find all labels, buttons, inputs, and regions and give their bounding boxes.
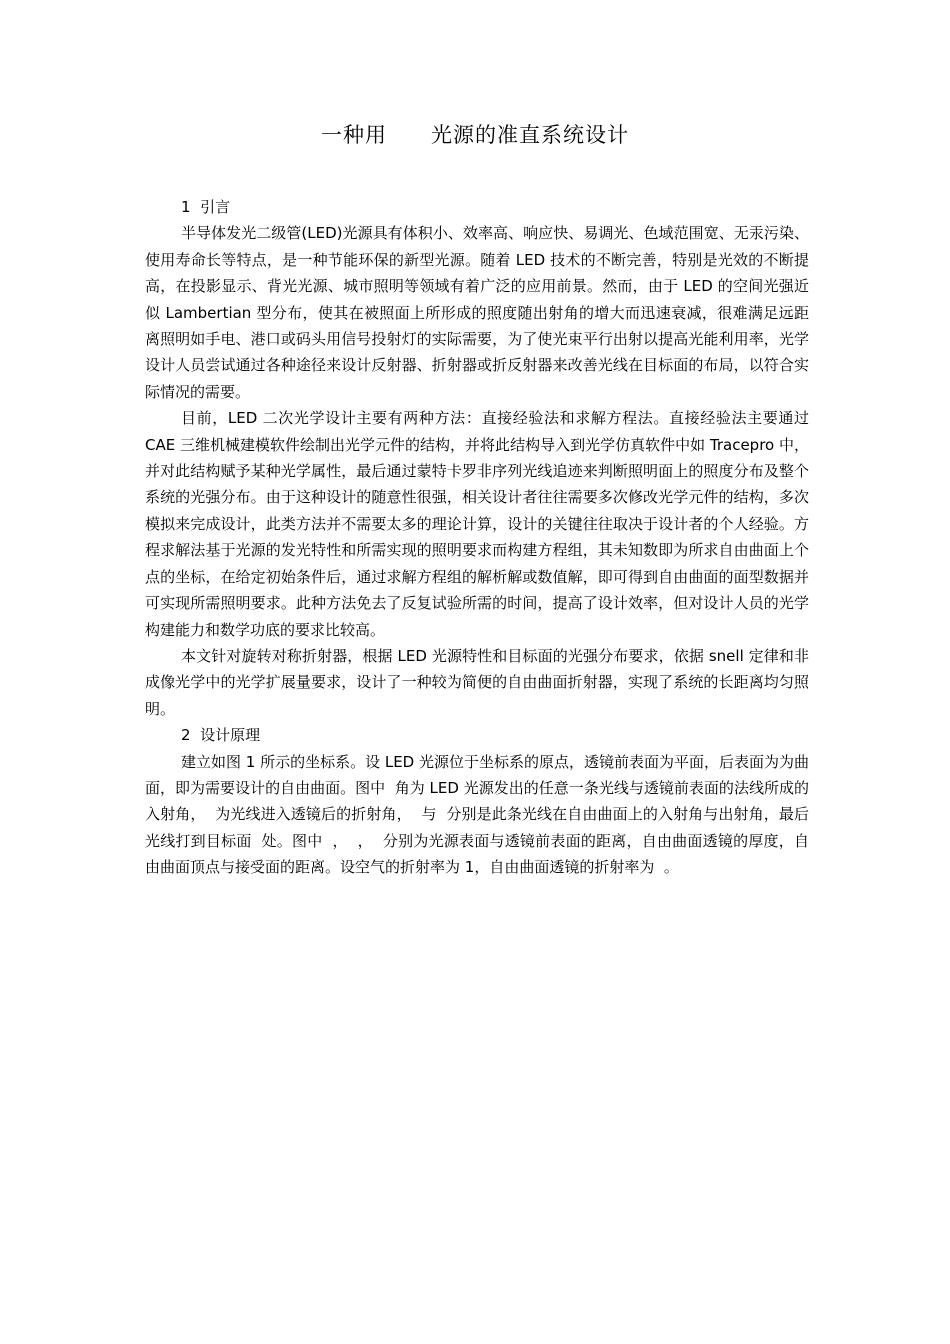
paragraph-led-overview: 半导体发光二级管(LED)光源具有体积小、效率高、响应快、易调光、色域范围宽、无汞污染、使用寿命长等特点，是一种节能环保的新型光源。随着 LED 技术的不断完善，特别是光效的不断提高，在投影显示、背光光源、城市照明等领域有着广泛的应用前景。然而，由于 LED 的空间光强近似 Lambertian 型分布，使其在被照面上所形成的照度随出射角的增大而迅速衰减，很难满足远距离照明如手电、港口或码头用信号投射灯的实际需要，为了使光束平行出射以提高光能利用率，光学设计人员尝试通过各种途径来设计反射器、折射器或折反射器来改善光线在目标面的布局，以符合实际情况的需要。 — [145, 224, 809, 401]
document-body — [145, 194, 814, 881]
paragraph-paper-contribution: 本文针对旋转对称折射器，根据 LED 光源特性和目标面的光强分布要求，依据 snell 定律和非成像光学中的光学扩展量要求，设计了一种较为简便的自由曲面折射器，实现了系统的长距离均匀照明。 — [145, 646, 809, 718]
section-heading-design-principle: 2 设计原理 — [181, 726, 261, 745]
paragraph-coordinate-system: 建立如图 1 所示的坐标系。设 LED 光源位于坐标系的原点，透镜前表面为平面，后表面为为曲面，即为需要设计的自由曲面。图中 角为 LED 光源发出的任意一条光线与透镜前表面的法线所成的入射角， 为光线进入透镜后的折射角， 与 分别是此条光线在自由曲面上的入射角与出射角，最后光线打到目标面 处。图中 ， ， 分别为光源表面与透镜前表面的距离，自由曲面透镜的厚度，自由曲面顶点与接受面的距离。设空气的折射率为 1，自由曲面透镜的折射率为 。 — [145, 752, 810, 877]
paragraph-design-methods: 目前，LED 二次光学设计主要有两种方法：直接经验法和求解方程法。直接经验法主要通过 CAE 三维机械建模软件绘制出光学元件的结构，并将此结构导入到光学仿真软件中如 Tracepro 中，并对此结构赋予某种光学属性，最后通过蒙特卡罗非序列光线追迹来判断照明面上的照度分布及整个系统的光强分布。由于这种设计的随意性很强，相关设计者往往需要多次修改光学元件的结构，多次模拟来完成设计，此类方法并不需要太多的理论计算，设计的关键往往取决于设计者的个人经验。方程求解法基于光源的发光特性和所需实现的照明要求而构建方程组，其未知数即为所求自由曲面上个点的坐标，在给定初始条件后，通过求解方程组的解析解或数值解，即可得到自由曲面的面型数据并可实现所需照明要求。此种方法免去了反复试验所需的时间，提高了设计效率，但对设计人员的光学构建能力和数学功底的要求比较高。 — [145, 409, 814, 639]
section-heading-introduction: 1 引言 — [181, 198, 231, 216]
document-title: 一种用 光源的准直系统设计 — [321, 123, 629, 147]
